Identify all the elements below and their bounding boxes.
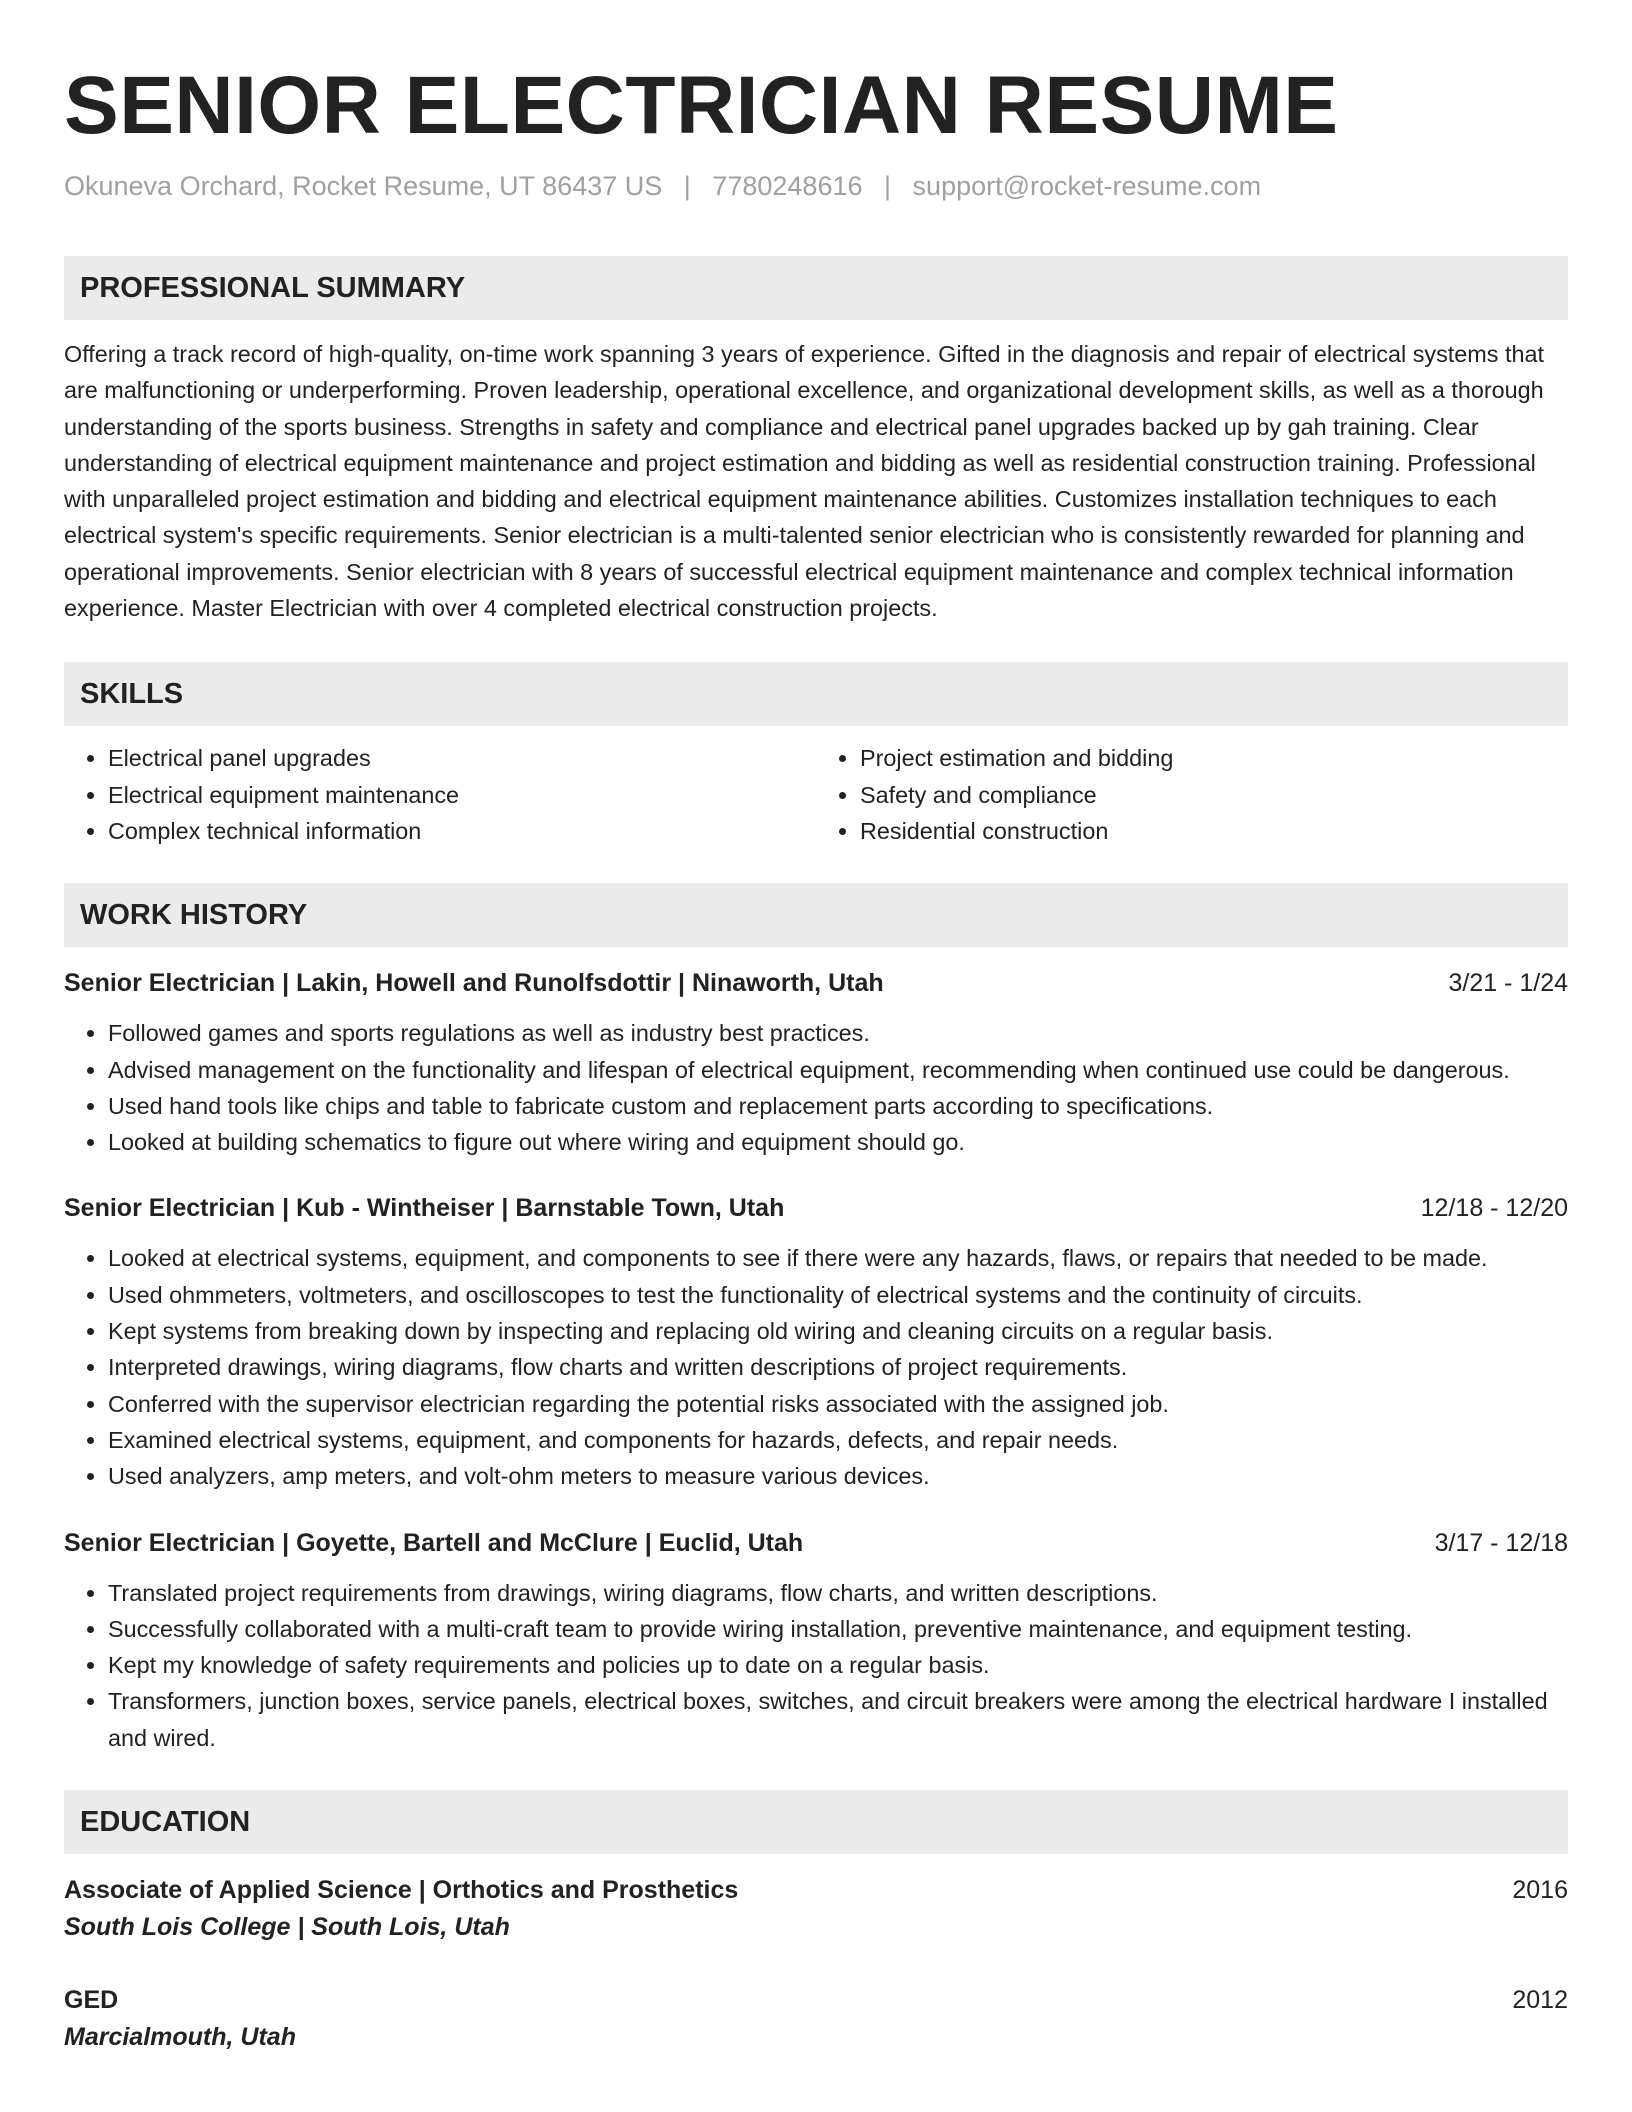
contact-line — [64, 168, 1568, 204]
skills-column-left — [64, 740, 816, 849]
contact-phone: 7780248616 — [712, 171, 863, 201]
education-year: 2016 — [1512, 1876, 1568, 1905]
job-bullet: • Used hand tools like chips and table to fabricate custom and replacement parts according to specifications. — [108, 1088, 1568, 1124]
section-header-education: EDUCATION — [64, 1790, 1568, 1854]
contact-separator: | — [683, 171, 691, 201]
skills-grid — [64, 740, 1568, 849]
section-header-work-history: WORK HISTORY — [64, 883, 1568, 947]
job-bullet: • Translated project requirements from drawings, wiring diagrams, flow charts, and written descriptions. — [108, 1575, 1568, 1611]
job-bullet: • Transformers, junction boxes, service panels, electrical boxes, switches, and circuit breakers were among the electrical hardware I installed and wired. — [108, 1683, 1568, 1756]
section-header-skills: SKILLS — [64, 662, 1568, 726]
education-school: Marcialmouth, Utah — [64, 2023, 296, 2052]
job-bullet: • Used ohmmeters, voltmeters, and oscilloscopes to test the functionality of electrical systems and the continuity of circuits. — [108, 1277, 1568, 1313]
job-bullet: • Looked at building schematics to figure out where wiring and equipment should go. — [108, 1124, 1568, 1160]
skill-item: • Project estimation and bidding — [860, 740, 1568, 776]
education-degree: Associate of Applied Science | Orthotics and Prosthetics — [64, 1876, 739, 1905]
skill-item: • Electrical panel upgrades — [108, 740, 816, 776]
job-dates: 3/17 - 12/18 — [1434, 1528, 1568, 1557]
job-bullet: • Conferred with the supervisor electrician regarding the potential risks associated with the assigned job. — [108, 1386, 1568, 1422]
contact-address: Okuneva Orchard, Rocket Resume, UT 86437 US — [64, 171, 663, 201]
skill-item: • Residential construction — [860, 813, 1568, 849]
job-heading-row — [64, 1525, 1568, 1561]
job-bullet: • Kept my knowledge of safety requirements and policies up to date on a regular basis. — [108, 1647, 1568, 1683]
education-year: 2012 — [1512, 1986, 1568, 2015]
education-entry — [64, 1872, 1568, 1946]
job-entry — [64, 965, 1568, 1160]
job-bullets — [64, 1575, 1568, 1756]
skill-item: • Electrical equipment maintenance — [108, 777, 816, 813]
job-entry — [64, 1525, 1568, 1756]
section-header-summary: PROFESSIONAL SUMMARY — [64, 256, 1568, 320]
education-degree: GED — [64, 1986, 119, 2015]
job-bullet: • Examined electrical systems, equipment, and components for hazards, defects, and repair needs. — [108, 1422, 1568, 1458]
summary-text: Offering a track record of high-quality, on-time work spanning 3 years of experience. Gifted in the diagnosis and repair of electrical systems that are malfunctioning or underperforming. Proven leadership, operational excellence, and organizational development skills, as well as a thorough understanding of the sports business. Strengths in safety and compliance and electrical panel upgrades backed up by gah training. Clear understanding of electrical equipment maintenance and project estimation and bidding as well as residential construction training. Professional with unparalleled project estimation and bidding and electrical equipment maintenance abilities. Customizes installation techniques to each electrical system's specific requirements. Senior electrician is a multi-talented senior electrician who is consistently rewarded for planning and operational improvements. Senior electrician with 8 years of successful electrical equipment maintenance and complex technical information experience. Master Electrician with over 4 completed electrical construction projects. — [64, 341, 1544, 622]
job-bullet: • Successfully collaborated with a multi-craft team to provide wiring installation, preventive maintenance, and equipment testing. — [108, 1611, 1568, 1647]
job-dates: 3/21 - 1/24 — [1448, 969, 1568, 998]
job-title: Senior Electrician | Goyette, Bartell and McClure | Euclid, Utah — [64, 1528, 804, 1557]
job-bullet: • Advised management on the functionality and lifespan of electrical equipment, recommending when continued use could be dangerous. — [108, 1052, 1568, 1088]
job-bullets — [64, 1240, 1568, 1494]
job-bullet: • Used analyzers, amp meters, and volt-ohm meters to measure various devices. — [108, 1458, 1568, 1494]
job-bullet: • Followed games and sports regulations as well as industry best practices. — [108, 1015, 1568, 1051]
job-bullet: • Interpreted drawings, wiring diagrams, flow charts and written descriptions of project requirements. — [108, 1349, 1568, 1385]
education-entry — [64, 1982, 1568, 2056]
contact-email: support@rocket-resume.com — [912, 171, 1262, 201]
job-bullet: • Kept systems from breaking down by inspecting and replacing old wiring and cleaning circuits on a regular basis. — [108, 1313, 1568, 1349]
job-heading-row — [64, 1190, 1568, 1226]
job-dates: 12/18 - 12/20 — [1420, 1194, 1568, 1223]
job-title: Senior Electrician | Kub - Wintheiser | Barnstable Town, Utah — [64, 1194, 785, 1223]
skills-column-right — [816, 740, 1568, 849]
education-school: South Lois College | South Lois, Utah — [64, 1913, 510, 1942]
education-heading-row — [64, 1872, 1568, 1908]
job-title: Senior Electrician | Lakin, Howell and Runolfsdottir | Ninaworth, Utah — [64, 969, 884, 998]
contact-separator: | — [884, 171, 892, 201]
job-bullets — [64, 1015, 1568, 1160]
job-entry — [64, 1190, 1568, 1494]
skill-item: • Complex technical information — [108, 813, 816, 849]
skill-item: • Safety and compliance — [860, 777, 1568, 813]
education-heading-row — [64, 1982, 1568, 2018]
job-bullet: • Looked at electrical systems, equipment, and components to see if there were any hazards, flaws, or repairs that needed to be made. — [108, 1240, 1568, 1276]
resume-title: SENIOR ELECTRICIAN RESUME — [64, 60, 1339, 151]
job-heading-row — [64, 965, 1568, 1001]
